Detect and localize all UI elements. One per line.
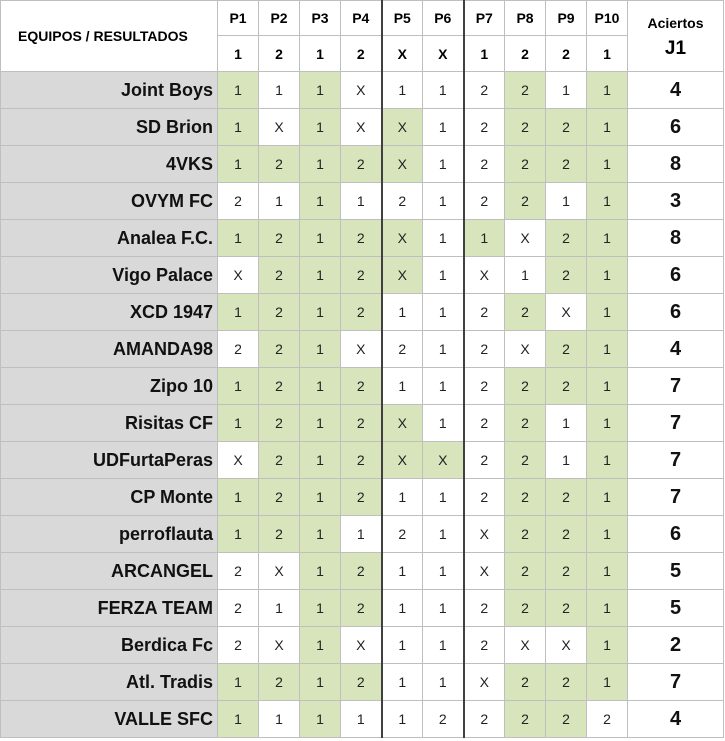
pick-cell: 1	[587, 183, 628, 220]
pick-cell: 1	[300, 516, 341, 553]
pick-cell: 1	[300, 331, 341, 368]
pick-cell: 1	[259, 590, 300, 627]
pick-cell: 1	[423, 183, 464, 220]
table-row	[1, 701, 724, 738]
pick-cell: 1	[423, 479, 464, 516]
header-result: 2	[546, 36, 587, 72]
pick-cell: 1	[423, 109, 464, 146]
score-cell: 6	[628, 109, 724, 146]
score-cell: 5	[628, 590, 724, 627]
table-row	[1, 109, 724, 146]
pick-cell: 2	[259, 146, 300, 183]
pick-cell: 2	[464, 627, 505, 664]
table-body	[1, 72, 724, 738]
header-question: P1	[218, 1, 259, 36]
team-name: XCD 1947	[1, 294, 218, 331]
pick-cell: 1	[218, 368, 259, 405]
header-result: 1	[300, 36, 341, 72]
table-row	[1, 183, 724, 220]
pick-cell: 1	[218, 294, 259, 331]
pick-cell: X	[505, 627, 546, 664]
pick-cell: 2	[464, 405, 505, 442]
pick-cell: 1	[218, 701, 259, 738]
pick-cell: 2	[341, 146, 382, 183]
pick-cell: 2	[546, 368, 587, 405]
pick-cell: 2	[546, 220, 587, 257]
pick-cell: 1	[587, 109, 628, 146]
pick-cell: 1	[259, 183, 300, 220]
pick-cell: 2	[259, 294, 300, 331]
team-name: SD Brion	[1, 109, 218, 146]
pick-cell: 1	[546, 72, 587, 109]
pick-cell: X	[382, 257, 423, 294]
header-question: P8	[505, 1, 546, 36]
score-cell: 4	[628, 72, 724, 109]
pick-cell: 2	[505, 405, 546, 442]
score-cell: 7	[628, 479, 724, 516]
pick-cell: 2	[259, 331, 300, 368]
header-result: X	[423, 36, 464, 72]
pick-cell: 1	[382, 553, 423, 590]
score-cell: 6	[628, 516, 724, 553]
header-question: P3	[300, 1, 341, 36]
pick-cell: 1	[423, 331, 464, 368]
team-name: ARCANGEL	[1, 553, 218, 590]
team-name: AMANDA98	[1, 331, 218, 368]
pick-cell: 1	[423, 294, 464, 331]
pick-cell: 2	[546, 479, 587, 516]
pick-cell: 2	[341, 590, 382, 627]
pick-cell: 2	[505, 368, 546, 405]
pick-cell: X	[464, 664, 505, 701]
pick-cell: 2	[546, 590, 587, 627]
pick-cell: 2	[218, 553, 259, 590]
pick-cell: 2	[546, 701, 587, 738]
score-cell: 7	[628, 664, 724, 701]
header-result: X	[382, 36, 423, 72]
team-name: Vigo Palace	[1, 257, 218, 294]
pick-cell: 2	[505, 701, 546, 738]
pick-cell: 1	[300, 627, 341, 664]
score-cell: 4	[628, 331, 724, 368]
pick-cell: 1	[423, 627, 464, 664]
pick-cell: 1	[259, 701, 300, 738]
pick-cell: 1	[300, 183, 341, 220]
pick-cell: 2	[341, 664, 382, 701]
pick-cell: 1	[300, 405, 341, 442]
pick-cell: 2	[464, 146, 505, 183]
pick-cell: 2	[218, 183, 259, 220]
pick-cell: 1	[218, 109, 259, 146]
pick-cell: 1	[218, 479, 259, 516]
pick-cell: 1	[587, 220, 628, 257]
pick-cell: 1	[382, 590, 423, 627]
pick-cell: 1	[300, 294, 341, 331]
pick-cell: 1	[423, 72, 464, 109]
team-name: Analea F.C.	[1, 220, 218, 257]
pick-cell: 2	[505, 516, 546, 553]
pick-cell: 1	[218, 220, 259, 257]
score-cell: 7	[628, 442, 724, 479]
header-question: P5	[382, 1, 423, 36]
table-row	[1, 627, 724, 664]
pick-cell: X	[505, 220, 546, 257]
table-row	[1, 405, 724, 442]
pick-cell: 2	[218, 590, 259, 627]
pick-cell: 1	[382, 664, 423, 701]
pick-cell: 2	[423, 701, 464, 738]
table-row	[1, 294, 724, 331]
pick-cell: 1	[505, 257, 546, 294]
pick-cell: 2	[341, 294, 382, 331]
pick-cell: 2	[259, 442, 300, 479]
table-row	[1, 220, 724, 257]
pick-cell: X	[259, 109, 300, 146]
pick-cell: 1	[300, 146, 341, 183]
pick-cell: 1	[259, 72, 300, 109]
pick-cell: 1	[300, 590, 341, 627]
pick-cell: 1	[587, 627, 628, 664]
pick-cell: X	[546, 294, 587, 331]
header-result: 2	[505, 36, 546, 72]
pick-cell: 1	[218, 664, 259, 701]
header-question: P6	[423, 1, 464, 36]
pick-cell: 2	[464, 590, 505, 627]
pick-cell: 2	[464, 479, 505, 516]
table-row	[1, 516, 724, 553]
score-sub-label: J1	[664, 38, 687, 59]
pick-cell: 1	[587, 442, 628, 479]
pick-cell: 1	[587, 257, 628, 294]
pick-cell: 1	[423, 146, 464, 183]
table-header	[1, 1, 724, 72]
pick-cell: 2	[218, 627, 259, 664]
table-row	[1, 442, 724, 479]
pick-cell: 2	[546, 664, 587, 701]
pick-cell: 2	[505, 479, 546, 516]
pick-cell: 1	[300, 109, 341, 146]
pick-cell: 2	[464, 368, 505, 405]
pick-cell: 2	[546, 516, 587, 553]
pick-cell: 1	[587, 590, 628, 627]
pick-cell: X	[464, 516, 505, 553]
header-title: EQUIPOS / RESULTADOS	[1, 1, 218, 72]
pick-cell: X	[218, 442, 259, 479]
pick-cell: 1	[423, 590, 464, 627]
pick-cell: 2	[505, 146, 546, 183]
pick-cell: 2	[464, 183, 505, 220]
pick-cell: 2	[259, 220, 300, 257]
score-label: Aciertos	[647, 15, 704, 31]
team-name: CP Monte	[1, 479, 218, 516]
pick-cell: 2	[505, 294, 546, 331]
team-name: Zipo 10	[1, 368, 218, 405]
pick-cell: 1	[382, 72, 423, 109]
pick-cell: 1	[587, 664, 628, 701]
pick-cell: X	[382, 405, 423, 442]
pick-cell: 1	[587, 553, 628, 590]
pick-cell: X	[218, 257, 259, 294]
header-question: P7	[464, 1, 505, 36]
pick-cell: 2	[259, 479, 300, 516]
pick-cell: X	[464, 257, 505, 294]
pick-cell: 1	[300, 220, 341, 257]
pick-cell: 2	[341, 442, 382, 479]
header-result: 2	[259, 36, 300, 72]
pick-cell: 2	[587, 701, 628, 738]
table-row	[1, 553, 724, 590]
pick-cell: X	[341, 627, 382, 664]
pick-cell: X	[382, 442, 423, 479]
pick-cell: 2	[259, 664, 300, 701]
score-cell: 8	[628, 220, 724, 257]
pick-cell: X	[341, 331, 382, 368]
pick-cell: 1	[546, 183, 587, 220]
pick-cell: 1	[382, 368, 423, 405]
pick-cell: 2	[464, 109, 505, 146]
pick-cell: 1	[218, 405, 259, 442]
pick-cell: 2	[546, 553, 587, 590]
team-name: OVYM FC	[1, 183, 218, 220]
pick-cell: X	[505, 331, 546, 368]
pick-cell: 1	[382, 627, 423, 664]
pick-cell: 2	[546, 146, 587, 183]
pick-cell: X	[341, 109, 382, 146]
table-row	[1, 590, 724, 627]
pick-cell: 1	[423, 368, 464, 405]
pick-cell: 1	[464, 220, 505, 257]
pick-cell: 1	[423, 405, 464, 442]
team-name: Risitas CF	[1, 405, 218, 442]
pick-cell: 2	[341, 368, 382, 405]
pick-cell: 1	[300, 479, 341, 516]
pick-cell: 1	[587, 72, 628, 109]
team-name: Joint Boys	[1, 72, 218, 109]
header-score	[628, 1, 724, 72]
pick-cell: 2	[505, 664, 546, 701]
header-question: P9	[546, 1, 587, 36]
pick-cell: 2	[259, 516, 300, 553]
table-row	[1, 257, 724, 294]
pick-cell: 2	[341, 553, 382, 590]
team-name: VALLE SFC	[1, 701, 218, 738]
pick-cell: X	[382, 220, 423, 257]
pick-cell: 1	[300, 257, 341, 294]
team-name: Berdica Fc	[1, 627, 218, 664]
pick-cell: 1	[300, 442, 341, 479]
pick-cell: 2	[505, 442, 546, 479]
pick-cell: 2	[464, 294, 505, 331]
pick-cell: 2	[505, 183, 546, 220]
pick-cell: 1	[423, 664, 464, 701]
pick-cell: 1	[218, 146, 259, 183]
team-name: UDFurtaPeras	[1, 442, 218, 479]
table-row	[1, 146, 724, 183]
pick-cell: X	[546, 627, 587, 664]
table-row	[1, 368, 724, 405]
pick-cell: 1	[382, 701, 423, 738]
pick-cell: 2	[505, 590, 546, 627]
score-cell: 6	[628, 257, 724, 294]
pick-cell: 2	[382, 331, 423, 368]
pick-cell: 1	[546, 442, 587, 479]
pick-cell: 1	[382, 479, 423, 516]
pick-cell: 2	[546, 331, 587, 368]
pick-cell: 2	[259, 257, 300, 294]
pick-cell: 2	[464, 331, 505, 368]
score-cell: 4	[628, 701, 724, 738]
header-result: 1	[218, 36, 259, 72]
pick-cell: 1	[300, 368, 341, 405]
table-row	[1, 72, 724, 109]
header-row-questions	[1, 1, 724, 36]
pick-cell: 1	[218, 72, 259, 109]
pick-cell: 1	[218, 516, 259, 553]
pick-cell: 1	[587, 479, 628, 516]
score-cell: 6	[628, 294, 724, 331]
team-name: FERZA TEAM	[1, 590, 218, 627]
table-row	[1, 331, 724, 368]
pick-cell: 1	[341, 183, 382, 220]
pick-cell: 2	[546, 257, 587, 294]
pick-cell: 1	[423, 257, 464, 294]
pick-cell: 2	[505, 553, 546, 590]
pick-cell: 2	[505, 72, 546, 109]
pick-cell: X	[341, 72, 382, 109]
pick-cell: 1	[587, 146, 628, 183]
score-cell: 7	[628, 368, 724, 405]
pick-cell: 2	[382, 516, 423, 553]
header-result: 1	[587, 36, 628, 72]
table-row	[1, 664, 724, 701]
header-question: P2	[259, 1, 300, 36]
pick-cell: 2	[341, 257, 382, 294]
pick-cell: 2	[259, 368, 300, 405]
pick-cell: 2	[341, 405, 382, 442]
pick-cell: 1	[423, 553, 464, 590]
pick-cell: 1	[587, 294, 628, 331]
pick-cell: 2	[546, 109, 587, 146]
pick-cell: 2	[259, 405, 300, 442]
pick-cell: 1	[300, 553, 341, 590]
team-name: Atl. Tradis	[1, 664, 218, 701]
pick-cell: 1	[300, 664, 341, 701]
header-question: P10	[587, 1, 628, 36]
pick-cell: 1	[300, 701, 341, 738]
pick-cell: 2	[505, 109, 546, 146]
pick-cell: X	[259, 627, 300, 664]
pick-cell: 1	[382, 294, 423, 331]
pick-cell: X	[464, 553, 505, 590]
score-cell: 7	[628, 405, 724, 442]
header-result: 1	[464, 36, 505, 72]
pick-cell: 1	[587, 368, 628, 405]
score-cell: 5	[628, 553, 724, 590]
pick-cell: 1	[300, 72, 341, 109]
header-question: P4	[341, 1, 382, 36]
pick-cell: 2	[341, 220, 382, 257]
pick-cell: 1	[423, 220, 464, 257]
pick-cell: X	[423, 442, 464, 479]
table-row	[1, 479, 724, 516]
team-name: perroflauta	[1, 516, 218, 553]
pick-cell: 2	[218, 331, 259, 368]
pick-cell: 2	[341, 479, 382, 516]
pick-cell: 2	[382, 183, 423, 220]
pick-cell: 2	[464, 701, 505, 738]
pick-cell: 1	[587, 405, 628, 442]
pick-cell: 1	[546, 405, 587, 442]
score-cell: 3	[628, 183, 724, 220]
pick-cell: 1	[587, 331, 628, 368]
pick-cell: 1	[587, 516, 628, 553]
pick-cell: 1	[341, 516, 382, 553]
score-cell: 8	[628, 146, 724, 183]
pick-cell: 1	[341, 701, 382, 738]
team-name: 4VKS	[1, 146, 218, 183]
score-cell: 2	[628, 627, 724, 664]
pick-cell: 1	[423, 516, 464, 553]
pick-cell: X	[382, 146, 423, 183]
header-result: 2	[341, 36, 382, 72]
pick-cell: 2	[464, 442, 505, 479]
pick-cell: 2	[464, 72, 505, 109]
pick-cell: X	[259, 553, 300, 590]
pick-cell: X	[382, 109, 423, 146]
